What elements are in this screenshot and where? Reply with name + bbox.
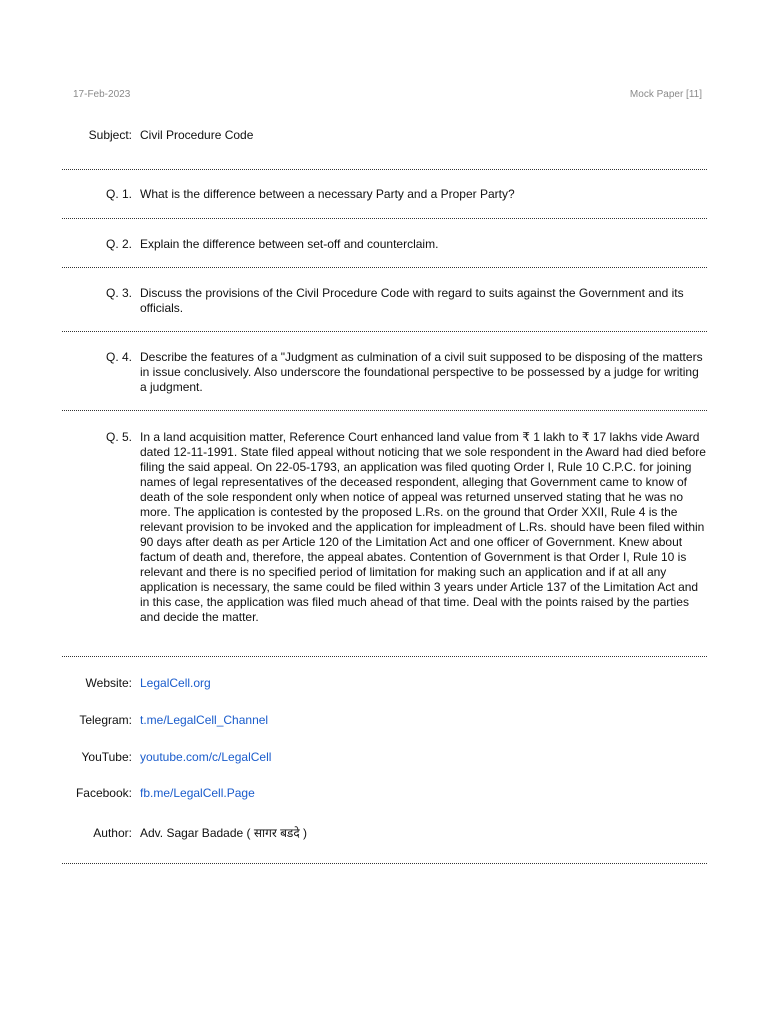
question-text: Explain the difference between set-off and counterclaim. bbox=[140, 237, 439, 251]
facebook-row bbox=[62, 786, 707, 801]
question-number: Q. 5. bbox=[105, 430, 132, 444]
youtube-label: YouTube: bbox=[81, 750, 132, 764]
facebook-link[interactable]: fb.me/LegalCell.Page bbox=[140, 786, 255, 800]
separator bbox=[62, 410, 707, 411]
paper-date: 17-Feb-2023 bbox=[73, 89, 131, 100]
question-number: Q. 2. bbox=[105, 237, 132, 251]
question-2 bbox=[62, 237, 707, 252]
question-5 bbox=[62, 430, 707, 625]
subject-row bbox=[62, 128, 707, 143]
separator bbox=[62, 331, 707, 332]
author-label: Author: bbox=[93, 826, 132, 840]
telegram-row bbox=[62, 713, 707, 728]
youtube-link[interactable]: youtube.com/c/LegalCell bbox=[140, 750, 272, 764]
separator bbox=[62, 267, 707, 268]
question-number: Q. 3. bbox=[105, 286, 132, 300]
question-text: Discuss the provisions of the Civil Procedure Code with regard to suits against the Government and its officials. bbox=[140, 286, 684, 315]
youtube-row bbox=[62, 750, 707, 765]
question-text: Describe the features of a "Judgment as culmination of a civil suit supposed to be disposing of the matters in issue conclusively. Also underscore the foundational perspective to be possessed by a judge for writing a judgment. bbox=[140, 350, 703, 394]
question-4 bbox=[62, 350, 707, 395]
separator bbox=[62, 169, 707, 170]
facebook-label: Facebook: bbox=[75, 786, 132, 800]
question-1 bbox=[62, 187, 707, 202]
question-text: What is the difference between a necessary Party and a Proper Party? bbox=[140, 187, 515, 201]
question-number: Q. 1. bbox=[105, 187, 132, 201]
separator bbox=[62, 863, 707, 864]
website-row bbox=[62, 676, 707, 691]
telegram-label: Telegram: bbox=[79, 713, 132, 727]
website-link[interactable]: LegalCell.org bbox=[140, 676, 211, 690]
author-row bbox=[62, 826, 707, 841]
telegram-link[interactable]: t.me/LegalCell_Channel bbox=[140, 713, 269, 727]
paper-title: Mock Paper [11] bbox=[629, 89, 702, 100]
author-name: Adv. Sagar Badade ( सागर बडदे ) bbox=[140, 826, 308, 840]
website-label: Website: bbox=[85, 676, 132, 690]
separator bbox=[62, 218, 707, 219]
subject-value: Civil Procedure Code bbox=[140, 128, 254, 142]
question-3 bbox=[62, 286, 707, 316]
question-number: Q. 4. bbox=[105, 350, 132, 364]
question-text: In a land acquisition matter, Reference Court enhanced land value from ₹ 1 lakh to ₹ 17 lakhs vide Award dated 12-11-1991. State filed appeal without noticing that we sole respondent in the Award had died before filing the said appeal. On 22-05-1793, an application was filed quoting Order I, Rule 10 C.P.C. for joining names of legal representatives of the deceased respondent, alleging that Government came to know of death of the sole respondent only when notice of appeal was returned unserved stating that he was no more. The application is contested by the proposed L.Rs. on the ground that Order XXII, Rule 4 is the relevant provision to be invoked and the application for impleadment of L.Rs. should have been filed within 90 days after death as per Article 120 of the Limitation Act and one officer of Government. Knew about factum of death and, therefore, the appeal abates. Contention of Government is that Order I, Rule 10 is relevant and there is no specified period of limitation for making such an application and if at all any application is necessary, the same could be filed within 3 years under Article 137 of the Limitation Act and in this case, the application was filed much ahead of that time. Deal with the points raised by the parties and decide the matter. bbox=[140, 430, 706, 624]
separator bbox=[62, 656, 707, 657]
subject-label: Subject: bbox=[88, 128, 132, 142]
